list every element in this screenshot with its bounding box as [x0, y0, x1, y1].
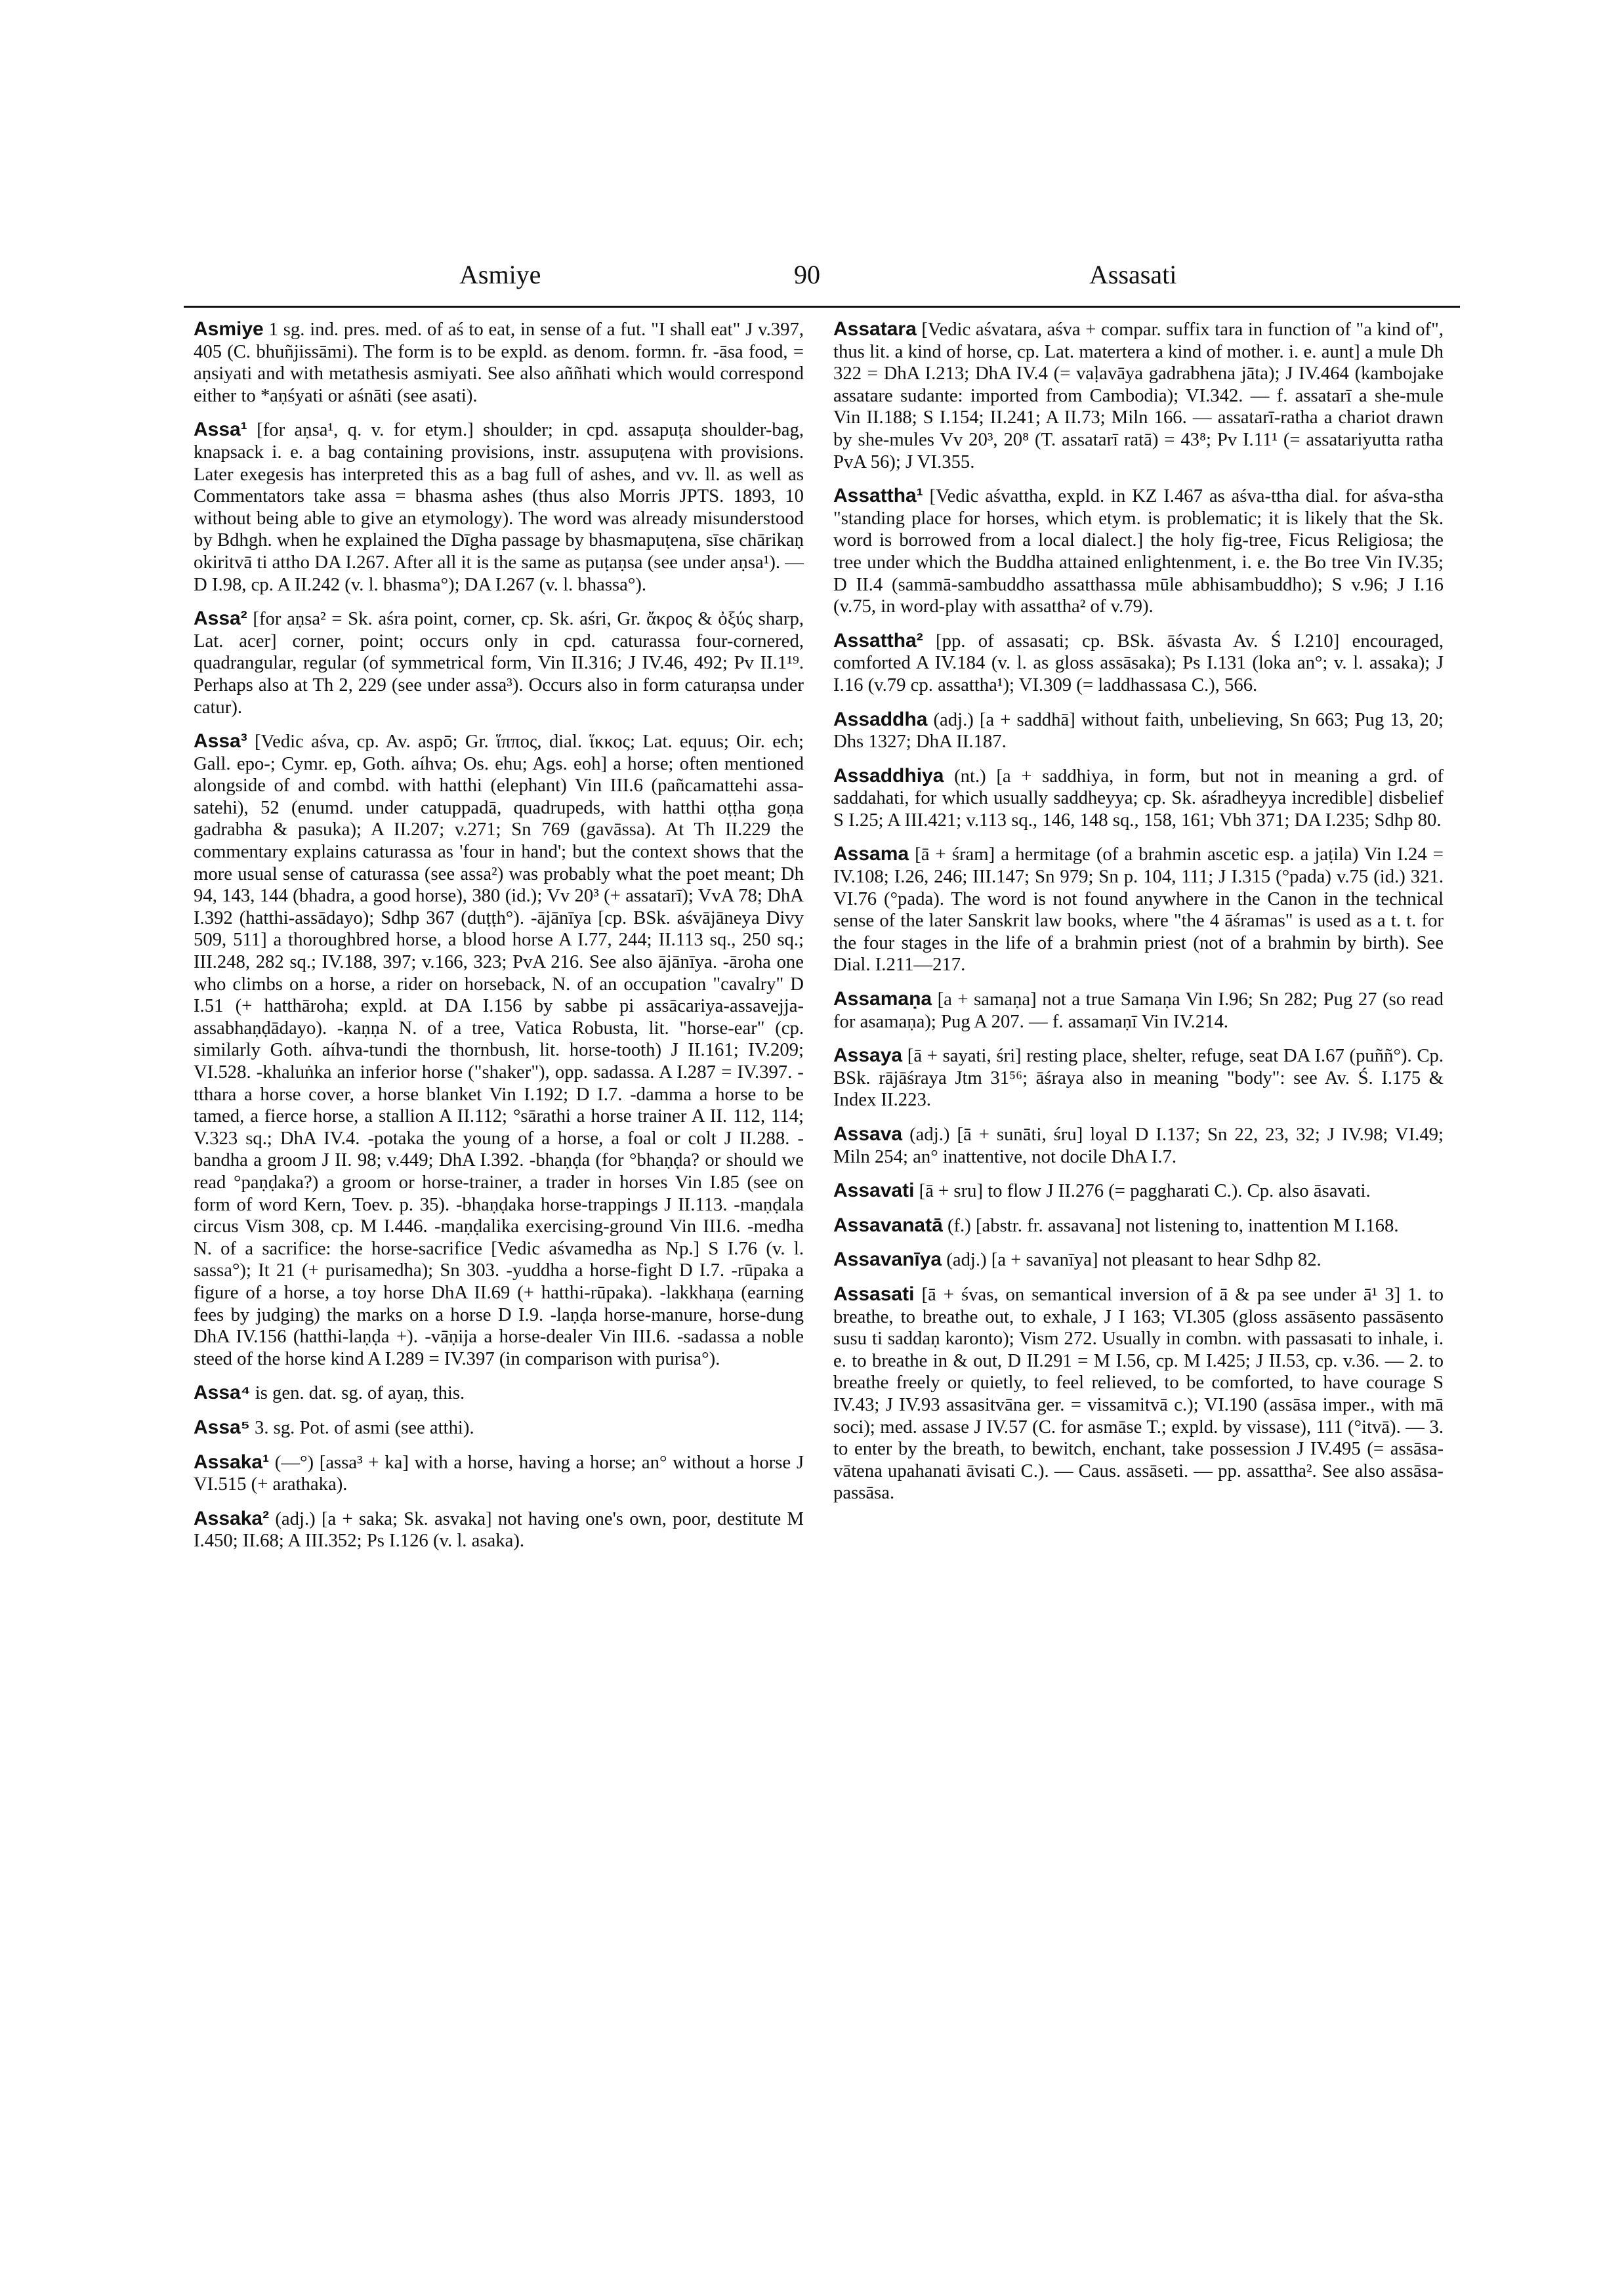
- dictionary-entry: [833, 630, 1444, 697]
- entry-headword: Assavanatā: [833, 1214, 943, 1236]
- entry-body: [Vedic aśva, cp. Av. aspō; Gr. ἵππος, dial. ἵκκος; Lat. equus; Oir. ech; Gall. epo-; Cymr. ep, Goth. aíhva; Os. ehu; Ags. eoh] a horse; often mentioned alongside of and combd. with hatthi (elephant) Vin III.6 (pañcamattehi assa-satehi), 52 (enumd. under catuppadā, quadrupeds, with hatthi oṭṭha goṇa gadrabha & pasuka); A II.207; v.271; Sn 769 (gavāssa). At Th II.229 the commentary explains caturassa as 'four in hand'; but the context shows that the more usual sense of caturassa (see assa²) was probably what the poet meant; Dh 94, 143, 144 (bhadra, a good horse), 380 (id.); Vv 20³ (+ assatarī); VvA 78; DhA I.392 (hatthi-assādayo); Sdhp 367 (duṭṭh°). -ājānīya [cp. BSk. aśvājāneya Divy 509, 511] a thoroughbred horse, a blood horse A I.77, 244; II.113 sq., 250 sq.; III.248, 282 sq.; IV.188, 397; v.166, 323; PvA 216. See also ājānīya. -āroha one who climbs on a horse, a rider on horseback, N. of an occupation "cavalry" D I.51 (+ hatthāroha; expld. at DA I.156 by sabbe pi assācariya-assavejja-assabhaṇḍādayo). -kaṇṇa N. of a tree, Vatica Robusta, lit. "horse-ear" (cp. similarly Goth. aíhva-tundi the thornbush, lit. horse-tooth) J II.161; IV.209; VI.528. -khaluṅka an inferior horse ("shaker"), opp. sadassa. A I.287 = IV.397. -tthara a horse cover, a horse blanket Vin I.192; D I.7. -damma a horse to be tamed, a fierce horse, a stallion A II.112; °sārathi a horse trainer A II. 112, 114; V.323 sq.; DhA IV.4. -potaka the young of a horse, a foal or colt J II.288. -bandha a groom J II. 98; v.449; DhA I.392. -bhaṇḍa (for °bhaṇḍa? or should we read °paṇḍaka?) a groom or horse-trainer, a trader in horses Vin I.85 (see on form of word Kern, Toev. p. 35). -bhaṇḍaka horse-trappings J II.113. -maṇḍala circus Vism 308, cp. M I.446. -maṇḍalika exercising-ground Vin III.6. -medha N. of a sacrifice: the horse-sacrifice [Vedic aśvamedha as Np.] S I.76 (v. l. sassa°); It 21 (+ purisamedha); Sn 303. -yuddha a horse-fight D I.7. -rūpaka a figure of a horse, a toy horse DhA II.69 (+ hatthi-rūpaka). -lakkhaṇa (earning fees by judging) the marks on a horse D I.9. -laṇḍa horse-manure, horse-dung DhA IV.156 (hatthi-laṇḍa +). -vāṇija a horse-dealer Vin III.6. -sadassa a noble steed of the horse kind A I.289 = IV.397 (in comparison with purisa°).: [194, 731, 804, 1369]
- dictionary-entry: [194, 419, 804, 596]
- entry-headword: Assa⁴: [194, 1382, 251, 1404]
- entry-body: [a + samaṇa] not a true Samaṇa Vin I.96; Sn 282; Pug 27 (so read for asamaṇa); Pug A 207. — f. assamaṇī Vin IV.214.: [833, 989, 1444, 1032]
- entry-body: [pp. of assasati; cp. BSk. āśvasta Av. Ś I.210] encouraged, comforted A IV.184 (v. l. as gloss assāsaka); Ps I.131 (loka an°; v. l. assaka); J I.16 (v.79 cp. assattha¹); VI.309 (= laddhassasa C.), 566.: [833, 630, 1444, 695]
- entry-headword: Assaddha: [833, 708, 928, 730]
- entry-headword: Assa¹: [194, 419, 247, 441]
- entry-body: is gen. dat. sg. of ayaṇ, this.: [250, 1382, 465, 1404]
- dictionary-entry: [833, 1180, 1444, 1203]
- entry-body: (adj.) [a + saddhā] without faith, unbelieving, Sn 663; Pug 13, 20; Dhs 1327; DhA II.187.: [833, 709, 1444, 753]
- entry-headword: Assaddhiya: [833, 764, 944, 787]
- dictionary-entry: [833, 709, 1444, 753]
- entry-headword: Assavati: [833, 1180, 915, 1202]
- entry-body: [ā + śram] a hermitage (of a brahmin ascetic esp. a jaṭila) Vin I.24 = IV.108; I.26, 246; III.147; Sn 979; Sn p. 104, 111; J I.315 (°pada) v.75 (id.) 321. VI.76 (°pada). The word is not found anywhere in the Canon in the technical sense of the later Sanskrit law books, where "the 4 āśramas" is used as a t. t. for the four stages in the life of a brahmin priest (not of a brahmin by birth). See Dial. I.211—217.: [833, 844, 1444, 976]
- entry-body: (f.) [abstr. fr. assavana] not listening to, inattention M I.168.: [942, 1214, 1399, 1236]
- entry-headword: Assasati: [833, 1283, 915, 1305]
- entry-body: [ā + sru] to flow J II.276 (= paggharati C.). Cp. also āsavati.: [914, 1180, 1371, 1202]
- dictionary-entry: [833, 1214, 1444, 1237]
- entry-body: (adj.) [a + saka; Sk. asvaka] not having one's own, poor, destitute M I.450; II.68; A III.352; Ps I.126 (v. l. asaka).: [194, 1508, 804, 1552]
- entry-body: (nt.) [a + saddhiya, in form, but not in meaning a grd. of saddahati, for which usually saddheyya; cp. Sk. aśradheyya incredible] disbelief S I.25; A III.421; v.113 sq., 146, 148 sq., 158, 161; Vbh 371; DA I.235; Sdhp 80.: [833, 765, 1444, 831]
- entry-body: 1 sg. ind. pres. med. of aś to eat, in sense of a fut. "I shall eat" J v.397, 405 (C. bhuñjissāmi). The form is to be expld. as denom. formn. fr. -āsa food, = aṇsiyati and with metathesis asmiyati. See also aññhati which would correspond either to *aṇśyati or aśnāti (see asati).: [194, 319, 804, 406]
- page-number: 90: [794, 260, 820, 289]
- left-column: [194, 318, 804, 1564]
- entry-headword: Assamaṇa: [833, 988, 932, 1010]
- dictionary-entry: [194, 608, 804, 718]
- entry-headword: Assama: [833, 843, 909, 865]
- entry-headword: Assaka²: [194, 1507, 270, 1529]
- entry-headword: Assa³: [194, 730, 247, 753]
- entry-headword: Assaka¹: [194, 1451, 270, 1473]
- entry-body: [ā + sayati, śri] resting place, shelter, refuge, seat DA I.67 (puññ°). Cp. BSk. rājāśraya Jtm 31⁵⁶; āśraya also in meaning "body": see Av. Ś. I.175 & Index II.223.: [833, 1045, 1444, 1111]
- running-header: [184, 259, 1457, 305]
- dictionary-entry: [833, 1123, 1444, 1168]
- entry-body: [ā + śvas, on semantical inversion of ā & pa see under ā¹ 3] 1. to breathe, to breathe out, to exhale, J I 163; VI.305 (gloss assāsento passāsento susu ti saddaṇ karonto); Vism 272. Usually in combn. with passasati to inhale, i. e. to breathe in & out, D II.291 = M I.56, cp. M I.425; J II.53, cp. v.36. — 2. to breathe freely or quietly, to feel relieved, to be comforted, to have courage S IV.43; J IV.93 assasitvāna ger. = vissamitvā c.); VI.190 (assāsa imper., with mā soci); med. assase J IV.57 (C. for asmāse T.; expld. by vissase), 111 (°itvā). — 3. to enter by the breath, to bewitch, enchant, take possession J IV.495 (= assāsa-vātena upahanati āvisati C.). — Caus. assāseti. — pp. assattha². See also assāsa-passāsa.: [833, 1283, 1444, 1504]
- dictionary-entry: [194, 1382, 804, 1405]
- entry-body: 3. sg. Pot. of asmi (see atthi).: [249, 1416, 474, 1438]
- dictionary-entry: [833, 988, 1444, 1033]
- header-right-guide-word: Assasati: [1089, 260, 1177, 289]
- dictionary-entry: [194, 318, 804, 407]
- dictionary-entry: [194, 730, 804, 1370]
- dictionary-entry: [194, 1416, 804, 1439]
- header-rule: [184, 306, 1460, 308]
- entry-headword: Assattha²: [833, 629, 923, 651]
- entry-body: [for aṇsa² = Sk. aśra point, corner, cp. Sk. aśri, Gr. ἄκρος & ὀξύς sharp, Lat. acer] corner, point; occurs only in cpd. caturassa four-cornered, quadrangular, regular (of symmetrical form, Vin II.316; J IV.46, 492; Pv II.1¹⁹. Perhaps also at Th 2, 229 (see under assa³). Occurs also in form caturaṇsa under catur).: [194, 608, 804, 718]
- entry-headword: Assavanīya: [833, 1249, 942, 1271]
- dictionary-entry: [833, 1283, 1444, 1504]
- dictionary-entry: [833, 485, 1444, 618]
- dictionary-entry: [833, 1044, 1444, 1111]
- entry-headword: Asmiye: [194, 318, 264, 340]
- entry-body: [Vedic aśvattha, expld. in KZ I.467 as aśva-ttha dial. for aśva-stha "standing place for horses, which etym. is problematic; it is likely that the Sk. word is borrowed from a local dialect.] the holy fig-tree, Ficus Religiosa; the tree under which the Buddha attained enlightenment, i. e. the Bo tree Vin IV.35; D II.4 (sammā-sambuddho assatthassa mūle abhisambuddho); S v.96; J I.16 (v.75, in word-play with assattha² of v.79).: [833, 486, 1444, 617]
- entry-headword: Assaya: [833, 1044, 903, 1067]
- entry-headword: Assa⁵: [194, 1416, 250, 1438]
- entry-body: (adj.) [ā + sunāti, śru] loyal D I.137; Sn 22, 23, 32; J IV.98; VI.49; Miln 254; an° inattentive, not docile DhA I.7.: [833, 1124, 1444, 1167]
- dictionary-entry: [194, 1451, 804, 1496]
- dictionary-entry: [833, 765, 1444, 832]
- entry-body: (—°) [assa³ + ka] with a horse, having a horse; an° without a horse J VI.515 (+ arathaka).: [194, 1451, 804, 1495]
- dictionary-entry: [194, 1508, 804, 1552]
- dictionary-entry: [833, 1249, 1444, 1272]
- entry-headword: Assa²: [194, 608, 247, 630]
- dictionary-entry: [833, 318, 1444, 473]
- entry-body: (adj.) [a + savanīya] not pleasant to hear Sdhp 82.: [942, 1249, 1322, 1271]
- entry-body: [for aṇsa¹, q. v. for etym.] shoulder; in cpd. assapuṭa shoulder-bag, knapsack i. e. a bag containing provisions, instr. assupuṭena with provisions. Later exegesis has interpreted this as a bag full of ashes, and vv. ll. as well as Commentators take assa = bhasma ashes (thus also Morris JPTS. 1893, 10 without being able to give an etymology). The word was already misunderstood by Bdhgh. when he explained the Dīgha passage by bhasmapuṭena, sīse chārikaṇ okiritvā ti attho DA I.267. After all it is the same as puṭaṇsa (see under aṇsa¹). — D I.98, cp. A II.242 (v. l. bhasma°); DA I.267 (v. l. bhassa°).: [194, 419, 804, 595]
- entry-headword: Assatara: [833, 318, 917, 340]
- entry-headword: Assava: [833, 1123, 903, 1145]
- header-left-guide-word: Asmiye: [459, 260, 541, 289]
- dictionary-entry: [833, 843, 1444, 976]
- entry-body: [Vedic aśvatara, aśva + compar. suffix tara in function of "a kind of", thus lit. a kind of horse, cp. Lat. matertera a kind of mother. i. e. aunt] a mule Dh 322 = DhA I.213; DhA IV.4 (= vaḷavāya gadrabhena jāta); J IV.464 (kambojake assatare sudante: imported from Cambodia); VI.342. — f. assatarī a she-mule Vin II.188; S I.154; II.241; A II.73; Miln 166. — assatarī-ratha a chariot drawn by she-mules Vv 20³, 20⁸ (T. assatarī ratā) = 43⁸; Pv I.11¹ (= assatariyutta ratha PvA 56); J VI.355.: [833, 319, 1444, 472]
- entry-headword: Assattha¹: [833, 485, 923, 507]
- right-column: [833, 318, 1444, 1516]
